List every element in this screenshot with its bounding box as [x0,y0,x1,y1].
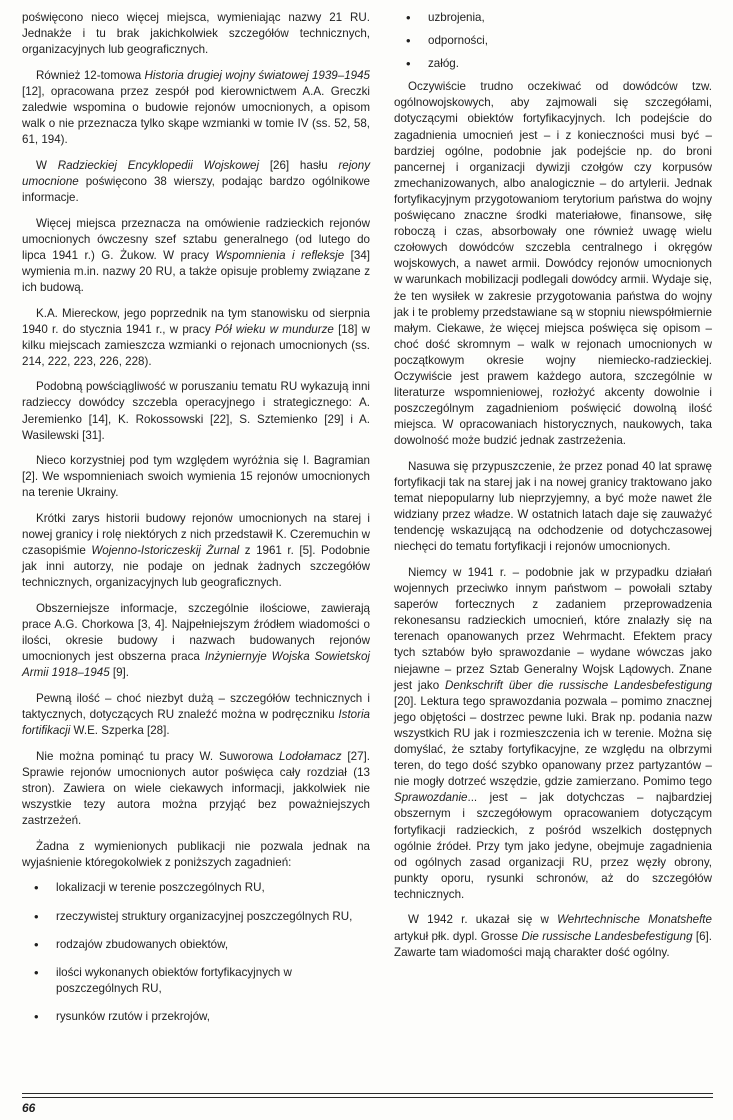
text-run: z 1961 r. [5]. Podobnie jak inni autorzy, nie podaje on jednak żadnych szczegółów technicznych, organizacyjnych lub geograficznych. [22,544,370,590]
bullet-list [22,880,370,1025]
paragraph [22,749,370,829]
list-item: • załóg. [394,56,712,72]
paragraph: Oczywiście trudno oczekiwać od dowódców tzw. ogólnowojskowych, aby zajmowali się szczegółami, dotyczącymi obiektów fortyfikacyjnych. Ich podejście do zagadnienia umocnień jest – i z konieczności musi być – bardziej ogólne, podobnie jak podejście np. do broni pancernej i organizacji dywizji czołgów czy korpusów zmechanizowanych, albo analogicznie – do artylerii. Jednak fortyfikacyjnym przygotowaniom terytorium państwa do wojny poświęcano znaczne środki materiałowe, finansowe, siłę roboczą i czas, absorbowały one również uwagę wielu czołowych dowódców szczebla centralnego i okręgów wojskowych, a nawet armii. Dowódcy rejonów umocnionych w warunkach mobilizacji podlegali dowódcy armii. Wydaje się, że ten wysiłek w zakresie przygotowania państwa do wojny jak i te problemy przedstawiane są w stopniu niewspółmiernie małym. Ciekawe, że więcej miejsca poświęca się opisom – choć dość skromnym – walk w rejonach umocnionych w początkowym okresie wojny niemiecko-radzieckiej. Oczywiście jest prawem każdego autora, szczególnie w literaturze wspomnieniowej, rozłożyć akcenty dowolnie i poszczególnym zagadnieniom poświęcić dowolną ilość miejsca. W opracowaniach historycznych, naukowych, taka dowolność może budzić jednak zastrzeżenia. [394,80,712,448]
text-run: [26] hasłu [259,158,339,172]
text-run: ... jest – jak dotychczas – najbardziej obszernym i szczegółowym opracowaniem dotyczącym fortyfikacji radzieckich, z pośród wszelkich dostępnych ogólnie źródeł. Przy tym jako jedyne, obejmuje zagadnienia od ogólnych zasad organizacji RU, przez węzły obrony, punkty oporu, rysunki schronów, aż do szczegółów technicznych. [394,791,712,901]
paragraph [22,68,370,148]
journal-title: Wehrtechnische Monatshefte [557,913,712,927]
bullet-list [394,10,712,72]
paragraph [22,511,370,591]
list-item: • rodzajów zbudowanych obiektów, [22,937,370,953]
footer-rule [22,1097,713,1098]
text-run: Niemcy w 1941 r. – podobnie jak w przypadku działań wojennych przeciwko innym państwom – powołali sztaby saperów fortecznych z zadaniem przeprowadzenia rekonesansu radzieckich umocnień, które znalazły się na terenach opanowanych przez Wehrmacht. Efektem pracy tych sztabów było sprawozdanie – wydane wówczas jako niejawne – przez Sztab Generalny Wojsk Lądowych. Znane jest jako [394,566,712,692]
paragraph [22,306,370,370]
text-run: [18] w kilku miejscach zamieszcza wzmianki o rejonach umocnionych (ss. 214, 222, 223, 226, 228). [22,322,370,368]
journal-title: Wojenno-Istoriczeskij Żurnal [91,544,240,558]
book-title: Wspomnienia i refleksje [215,248,345,262]
text-run: Krótki zarys historii budowy rejonów umocnionych na starej i nowej granicy i rolę niektórych z nich przedstawił K. Czeremuchin w czasopiśmie [22,512,370,558]
book-title: Historia drugiej wojny światowej 1939–1945 [144,68,370,82]
text-run: [27]. Sprawie rejonów umocnionych autor poświęca cały rozdział (13 stron). Zawiera on wiele ciekawych informacji, jakkolwiek nie wszystkie tezy autora można przyjąć bez poważniejszych zastrzeżeń. [22,749,370,828]
paragraph: Żadna z wymienionych publikacji nie pozwala jednak na wyjaśnienie któregokolwiek z poniższych zagadnień: [22,839,370,869]
book-title: Pół wieku w mundurze [214,322,334,336]
paragraph [22,601,370,681]
text-run: artykuł płk. dypl. Grosse [394,929,522,943]
text-run: Nie można pominąć tu pracy W. Suworowa [36,749,280,763]
text-run: [6]. Zawarte tam wiadomości mają charakter dość ogólny. [394,929,712,959]
text-run: W 1942 r. ukazał się w [408,913,558,927]
left-column [22,10,370,1037]
paragraph [22,158,370,206]
right-column [394,10,712,970]
book-title: Lodołamacz [279,749,342,763]
paragraph [394,912,712,960]
book-title: Sprawozdanie [394,791,468,805]
paragraph [22,691,370,739]
term: rejony umocnione [22,158,370,188]
text-run: [20]. Lektura tego sprawozdania pozwala – pomimo znacznej jego objętości – dostrzec pewne luki. Brak np. podania nazw wszystkich RU jak i rozmieszczenia ich w terenie. Można się domyślać, że sztaby fortyfikacyjne, ze względu na olbrzymi teren, do tego dość szybko opanowany przez partyzantów – nie mogły dotrzeć wszędzie, gdzie zamierzano. Pomimo tego [394,694,712,789]
text-run: [9]. [109,666,129,680]
paragraph: Nieco korzystniej pod tym względem wyróżnia się I. Bagramian [2]. We wspomnieniach swoich wymienia 15 rejonów umocnionych na terenie Ukrainy. [22,454,370,500]
text-run: poświęcono 38 wierszy, podając bardzo ogólnikowe informacje. [22,174,370,204]
book-title: Istoria fortifikacji [22,708,370,738]
book-title: Radzieckiej Encyklopedii Wojskowej [57,158,260,172]
list-item: • uzbrojenia, [394,10,712,26]
book-title: Inżyniernyje Wojska Sowietskoj Armii 1918–1945 [22,650,371,680]
text-run: Więcej miejsca przeznacza na omówienie radzieckich rejonów umocnionych ówczesny szef sztabu generalnego (od lutego do lipca 1941 r.) G. Żukow. W pracy [22,216,370,262]
text-run: W.E. Szperka [28]. [70,724,170,738]
text-run: Pewną ilość – choć niezbyt dużą – szczegółów technicznych i taktycznych, dotyczących RU znaleźć można w podręczniku [22,691,370,722]
paragraph [394,565,712,903]
page-number: 66 [22,1101,36,1115]
book-title: Denkschrift über die russische Landesbefestigung [445,678,712,692]
list-item: • odporności, [394,33,712,49]
text-run: W [36,158,58,172]
list-item: • rysunków rzutów i przekrojów, [22,1009,370,1025]
list-item: • rzeczywistej struktury organizacyjnej poszczególnych RU, [22,909,370,925]
text-run: Również 12-tomowa [36,68,145,82]
footer-rule [22,1093,713,1094]
list-item: • lokalizacji w terenie poszczególnych RU, [22,880,370,896]
text-run: [34] wymienia m.in. nazwy 20 RU, a także opisuje problemy związane z ich budową. [22,248,370,294]
paragraph [22,216,370,296]
article-title: Die russische Landesbefestigung [521,929,693,943]
text-run: K.A. Miereckow, jego poprzednik na tym stanowisku od sierpnia 1940 r. do stycznia 1941 r., w pracy [22,306,370,336]
paragraph: Nasuwa się przypuszczenie, że przez ponad 40 lat sprawę fortyfikacji tak na starej jak i na nowej granicy traktowano jako temat niepopularny lub nieprzyjemny, a być może nawet źle widziany przez władze. W ostatnich latach daje się zauważyć tendencję wskazującą na odchodzenie od dotychczasowej niechęci do tematu fortyfikacji i rejonów umocnionych. [394,459,712,554]
text-run: [12], opracowana przez zespół pod kierownictwem A.A. Greczki zaledwie wspomina o budowie rejonów umocnionych, a opisom walk o nie przeznacza tylko skąpe wzmianki w tomie IV (ss. 52, 58, 61, 194). [22,84,370,147]
paragraph: Podobną powściągliwość w poruszaniu tematu RU wykazują inni radzieccy dowódcy szczebla operacyjnego i strategicznego: A. Jeremienko [14], K. Rokossowski [22], S. Sztemienko [29] i A. Wasilewski [31]. [22,380,370,442]
text-run: Obszerniejsze informacje, szczególnie ilościowe, zawierają prace A.G. Chorkowa [3, 4]. Najpełniejszym źródłem wiadomości o ilości, okresie budowy i nazwach budowanych rejonów umocnionych jest obszerna praca [22,602,370,664]
list-item: • ilości wykonanych obiektów fortyfikacyjnych w poszczególnych RU, [22,965,370,997]
paragraph: poświęcono nieco więcej miejsca, wymieniając nazwy 21 RU. Jednakże i tu brak jakichkolwiek szczegółów technicznych, organizacyjnych lub geograficznych. [22,11,370,57]
